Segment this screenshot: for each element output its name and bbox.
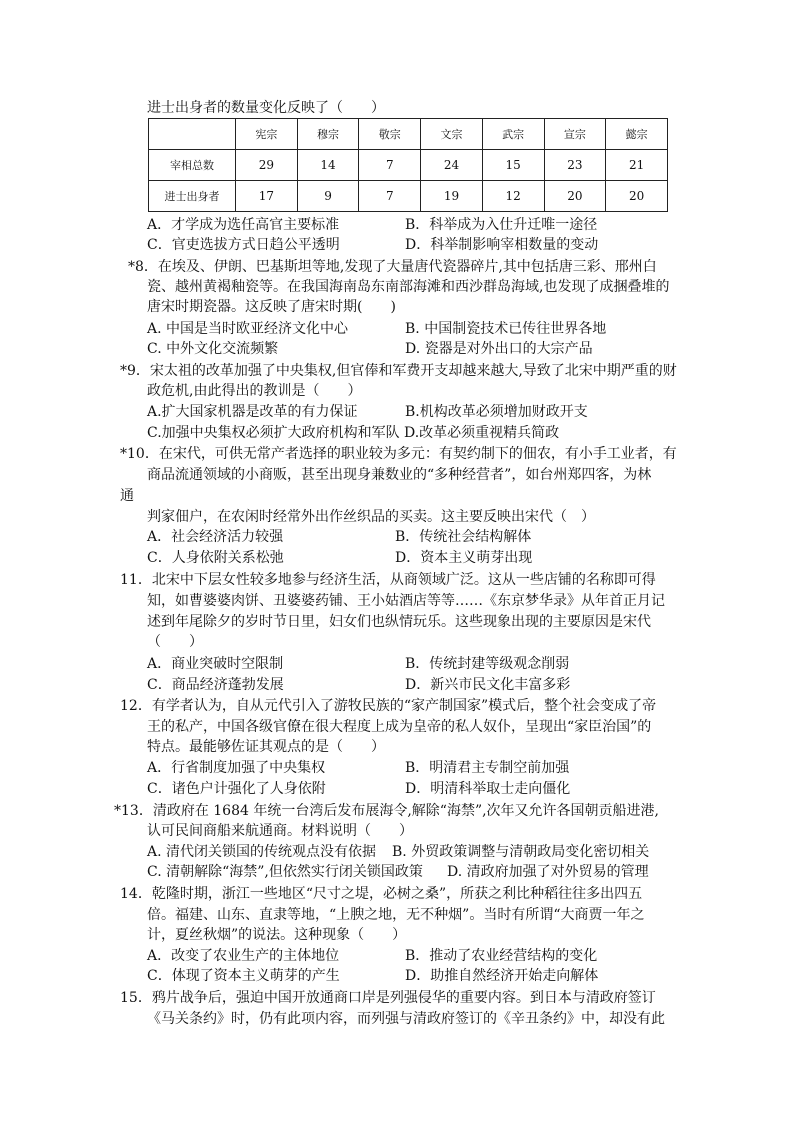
q10-stem-line: 通 — [120, 488, 134, 504]
table-row-label: 进士出身者 — [149, 181, 236, 212]
q15-stem-line: 《马关条约》时，仍有此项内容，而列强与清政府签订的《辛丑条约》中，却没有此 — [147, 1011, 665, 1027]
q15-stem-line: 15．鸦片战争后，强迫中国开放通商口岸是列强侵华的重要内容。到日本与清政府签订 — [120, 990, 656, 1006]
q12-option-b: B．明清君主专制空前加强 — [405, 760, 570, 776]
table-row-label: 宰相总数 — [149, 150, 236, 181]
q13-option-b: B. 外贸政策调整与清朝政局变化密切相关 — [392, 844, 650, 860]
q8-option-c: C. 中外文化交流频繁 — [147, 341, 279, 357]
question-intro: 进士出身者的数量变化反映了（ ） — [147, 100, 385, 116]
table-row — [149, 181, 668, 212]
q7-option-c: C．官吏选拔方式日趋公平透明 — [147, 237, 340, 253]
table-cell: 21 — [606, 150, 668, 181]
q9-stem-line: 政危机,由此得出的教训是（ ） — [147, 383, 362, 399]
q11-option-a: A．商业突破时空限制 — [147, 656, 284, 672]
table-row — [149, 150, 668, 181]
q14-stem-line: 倍。福建、山东、直隶等地，“上腴之地，无不种烟”。当时有所谓“大商贾一年之 — [147, 907, 645, 923]
q11-stem-line: （ ） — [147, 634, 203, 650]
q14-option-a: A．改变了农业生产的主体地位 — [147, 948, 340, 964]
q14-option-d: D．助推自然经济开始走向解体 — [405, 968, 599, 984]
q10-option-c: C．人身依附关系松弛 — [147, 550, 284, 566]
table-cell: 29 — [236, 150, 298, 181]
table-cell: 9 — [297, 181, 359, 212]
table-cell: 24 — [421, 150, 483, 181]
q8-option-d: D. 瓷器是对外出口的大宗产品 — [405, 341, 593, 357]
q7-option-a: A．才学成为选任高官主要标准 — [147, 217, 340, 233]
q9-option-b: B.机构改革必须增加财政开支 — [405, 404, 588, 420]
q10-stem-line: 商品流通领域的小商贩，甚至出现身兼数业的“多种经营者”，如台州郑四客，为林 — [147, 467, 652, 483]
q10-option-d: D．资本主义萌芽出现 — [395, 550, 533, 566]
table-header-cell: 文宗 — [421, 119, 483, 150]
table-header-row — [149, 119, 668, 150]
q9-option-a: A.扩大国家机器是改革的有力保证 — [147, 404, 358, 420]
q12-option-a: A．行省制度加强了中央集权 — [147, 760, 326, 776]
q11-stem-line: 知，如曹婆婆肉饼、丑婆婆药铺、王小姑酒店等等……《东京梦华录》从年首正月记 — [147, 593, 665, 609]
table-cell: 7 — [359, 150, 421, 181]
q8-stem-line: *8．在埃及、伊朗、巴基斯坦等地,发现了大量唐代瓷器碎片,其中包括唐三彩、邢州白 — [128, 259, 657, 275]
q11-stem-line: 述到年尾除夕的岁时节日里，妇女们也纵情玩乐。这些现象出现的主要原因是宋代 — [147, 614, 651, 630]
q7-option-d: D．科举制影响宰相数量的变动 — [405, 237, 599, 253]
table-cell: 14 — [297, 150, 359, 181]
table-cell: 7 — [359, 181, 421, 212]
q8-stem-line: 唐宋时期瓷器。这反映了唐宋时期( ) — [147, 299, 396, 315]
q8-option-b: B. 中国制瓷技术已传往世界各地 — [405, 321, 607, 337]
table-cell: 15 — [482, 150, 544, 181]
table-header-cell: 武宗 — [482, 119, 544, 150]
table-cell: 20 — [544, 181, 606, 212]
table-cell: 19 — [421, 181, 483, 212]
q12-stem-line: 特点。最能够佐证其观点的是（ ） — [147, 739, 385, 755]
q10-option-b: B．传统社会结构解体 — [395, 529, 532, 545]
q10-stem-line: *10．在宋代，可供无常产者选择的职业较为多元：有契约制下的佃农，有小手工业者，有 — [120, 446, 677, 462]
q7-option-b: B．科举成为入仕升迁唯一途径 — [405, 217, 598, 233]
q9-option-c: C.加强中央集权必须扩大政府机构和军队 — [147, 425, 400, 441]
q13-option-c: C. 清朝解除“海禁”,但依然实行闭关锁国政策 — [147, 864, 423, 880]
q13-stem-line: *13．清政府在 1684 年统一台湾后发布展海令,解除“海禁”,次年又允许各国朝贡船进港, — [114, 803, 660, 819]
q14-stem-line: 14．乾隆时期，浙江一些地区“尺寸之堤，必树之桑”，所获之利比种稻往往多出四五 — [120, 886, 643, 902]
table-header-cell: 懿宗 — [606, 119, 668, 150]
table-cell: 20 — [606, 181, 668, 212]
q12-option-c: C．诸色户计强化了人身依附 — [147, 781, 326, 797]
table-cell: 12 — [482, 181, 544, 212]
table-header-cell: 穆宗 — [297, 119, 359, 150]
q14-stem-line: 计，夏丝秋烟”的说法。这种现象（ ） — [147, 927, 407, 943]
q12-stem-line: 王的私产，中国各级官僚在很大程度上成为皇帝的私人奴仆，呈现出“家臣治国”的 — [147, 719, 652, 735]
q11-option-d: D．新兴市民文化丰富多彩 — [405, 677, 571, 693]
q11-option-c: C．商品经济蓬勃发展 — [147, 677, 284, 693]
q12-stem-line: 12．有学者认为，自从元代引入了游牧民族的“家产制国家”模式后，整个社会变成了帝 — [120, 698, 657, 714]
q8-stem-line: 瓷、越州黄褐釉瓷等。在我国海南岛东南部海滩和西沙群岛海域,也发现了成捆叠堆的 — [147, 279, 670, 295]
table-header-cell: 敬宗 — [359, 119, 421, 150]
q13-stem-line: 认可民间商船来航通商。材料说明（ ） — [147, 823, 413, 839]
q11-option-b: B．传统封建等级观念削弱 — [405, 656, 570, 672]
q9-option-d: D.改革必须重视精兵简政 — [404, 425, 560, 441]
q13-option-a: A. 清代闭关锁国的传统观点没有依据 — [147, 844, 377, 860]
q9-stem-line: *9．宋太祖的改革加强了中央集权,但官俸和军费开支却越来越大,导致了北宋中期严重的财 — [120, 363, 677, 379]
q13-option-d: D. 清政府加强了对外贸易的管理 — [447, 864, 649, 880]
table-cell: 17 — [236, 181, 298, 212]
table-header-cell: 宣宗 — [544, 119, 606, 150]
table-cell: 23 — [544, 150, 606, 181]
q10-stem-line: 判家佃户，在农闲时经常外出作丝织品的买卖。这主要反映出宋代（ ） — [147, 509, 595, 525]
q10-option-a: A．社会经济活力较强 — [147, 529, 284, 545]
q11-stem-line: 11．北宋中下层女性较多地参与经济生活，从商领域广泛。这从一些店铺的名称即可得 — [120, 572, 656, 588]
q14-option-b: B．推动了农业经营结构的变化 — [405, 948, 598, 964]
table-header-cell — [149, 119, 236, 150]
q12-option-d: D．明清科举取士走向僵化 — [405, 781, 571, 797]
q8-option-a: A. 中国是当时欧亚经济文化中心 — [147, 321, 349, 337]
chancellor-table — [148, 118, 668, 212]
table-header-cell: 宪宗 — [236, 119, 298, 150]
q14-option-c: C．体现了资本主义萌芽的产生 — [147, 968, 340, 984]
